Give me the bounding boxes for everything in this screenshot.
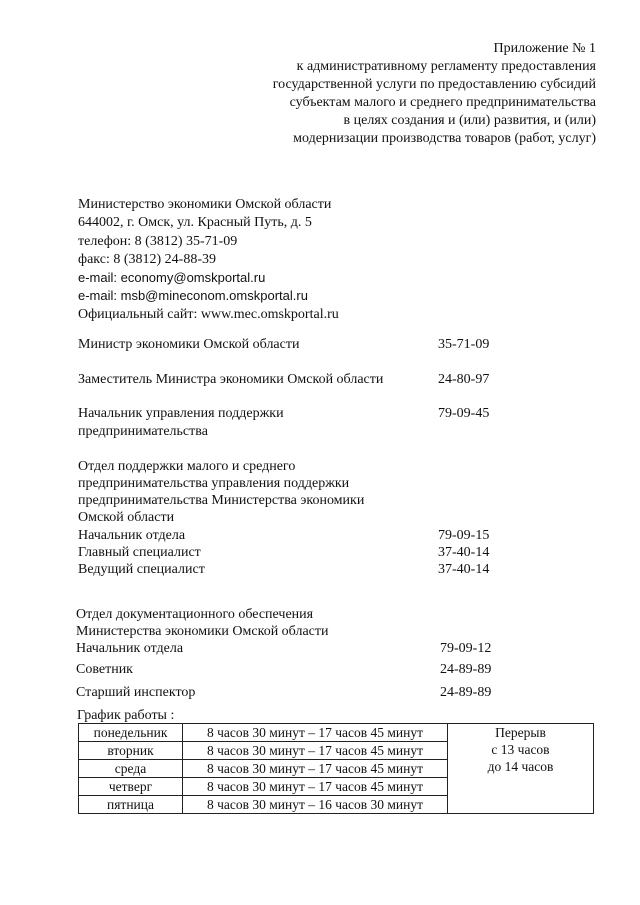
hours-cell: 8 часов 30 минут – 17 часов 45 минут — [183, 724, 448, 742]
head-support-title-1: Начальник управления поддержки — [78, 406, 284, 421]
day-cell: пятница — [79, 796, 183, 814]
dept-docs-name: Министерства экономики Омской области — [76, 624, 329, 639]
break-line: Перерыв — [495, 725, 546, 740]
annex-line: государственной услуги по предоставлению субсидий — [272, 77, 596, 92]
table-row — [79, 724, 594, 742]
day-cell: вторник — [79, 742, 183, 760]
day-cell: четверг — [79, 778, 183, 796]
dept-sme-name: предпринимательства Министерства экономики — [78, 493, 365, 508]
email-msb: e-mail: msb@mineconom.omskportal.ru — [78, 288, 308, 304]
dept-docs-name: Отдел документационного обеспечения — [76, 607, 314, 622]
minister-title: Министр экономики Омской области — [78, 337, 300, 352]
website: Официальный сайт: www.mec.omskportal.ru — [78, 306, 339, 322]
hours-cell: 8 часов 30 минут – 17 часов 45 минут — [183, 778, 448, 796]
ministry-name: Министерство экономики Омской области — [78, 197, 332, 212]
head-support-title-2: предпринимательства — [78, 424, 208, 439]
hours-cell: 8 часов 30 минут – 17 часов 45 минут — [183, 760, 448, 778]
annex-line: модернизации производства товаров (работ, услуг) — [293, 131, 596, 146]
deputy-title: Заместитель Министра экономики Омской области — [78, 372, 384, 387]
address: 644002, г. Омск, ул. Красный Путь, д. 5 — [78, 215, 312, 231]
staff-phone: 24-89-89 — [440, 685, 492, 700]
break-line: до 14 часов — [487, 759, 554, 774]
phone: телефон: 8 (3812) 35-71-09 — [78, 233, 238, 249]
staff-title: Советник — [76, 662, 133, 677]
staff-title: Ведущий специалист — [78, 562, 205, 577]
staff-phone: 37-40-14 — [438, 545, 490, 560]
deputy-phone: 24-80-97 — [438, 372, 490, 387]
dept-sme-name: Отдел поддержки малого и среднего — [78, 459, 296, 474]
staff-title: Старший инспектор — [76, 685, 196, 700]
dept-sme-name: Омской области — [78, 510, 175, 525]
staff-phone: 37-40-14 — [438, 562, 490, 577]
staff-title: Начальник отдела — [78, 528, 186, 543]
break-line: с 13 часов — [491, 742, 550, 757]
head-support-phone: 79-09-45 — [438, 406, 490, 421]
dept-sme-name: предпринимательства управления поддержки — [78, 476, 350, 491]
day-cell: понедельник — [79, 724, 183, 742]
annex-title: Приложение № 1 — [493, 41, 596, 56]
annex-header — [273, 40, 596, 148]
schedule-label: График работы : — [77, 708, 175, 723]
day-cell: среда — [79, 760, 183, 778]
staff-phone: 79-09-15 — [438, 528, 490, 543]
email-economy: e-mail: economy@omskportal.ru — [78, 270, 266, 286]
contact-block — [78, 196, 339, 324]
staff-phone: 79-09-12 — [440, 641, 492, 656]
staff-title: Начальник отдела — [76, 641, 184, 656]
hours-cell: 8 часов 30 минут – 17 часов 45 минут — [183, 742, 448, 760]
schedule-table — [78, 723, 594, 814]
hours-cell: 8 часов 30 минут – 16 часов 30 минут — [183, 796, 448, 814]
staff-phone: 24-89-89 — [440, 662, 492, 677]
annex-line: в целях создания и (или) развития, и (или) — [343, 113, 596, 128]
staff-title: Главный специалист — [78, 545, 201, 560]
minister-phone: 35-71-09 — [438, 337, 490, 352]
break-cell — [448, 724, 594, 814]
annex-line: субъектам малого и среднего предпринимательства — [289, 95, 596, 110]
fax: факс: 8 (3812) 24-88-39 — [78, 251, 216, 267]
annex-line: к административному регламенту предоставления — [296, 59, 596, 74]
